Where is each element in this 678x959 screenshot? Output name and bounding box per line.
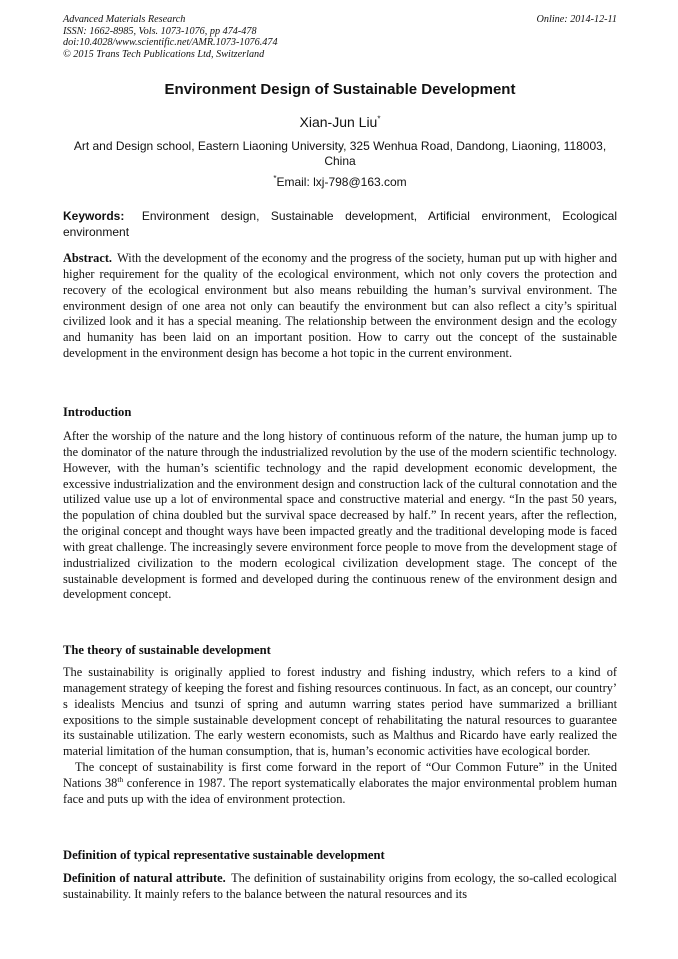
theory-heading: The theory of sustainable development bbox=[63, 643, 271, 657]
theory-paragraph-2 bbox=[63, 760, 617, 808]
abstract-text: With the development of the economy and the progress of the society, human put up with higher and higher requirement for the quality of the ecological environment, which not only covers the protection and recovery of the ecological environment but also means rebuilding the human’s survival environment. The environment design of one area not only can beautify the environment but can also reflect a city’s spiritual civilized look and it has a special meaning. The relationship between the environment design and the ecology and humanity has been laid on an important position. How to carry out the concept of the sustainable development in the environment design has become a hot topic in the current environment. bbox=[63, 251, 617, 361]
affiliation: Art and Design school, Eastern Liaoning University, 325 Wenhua Road, Dandong, Liaoning, 118003, China bbox=[73, 139, 607, 168]
keywords bbox=[63, 209, 617, 240]
email bbox=[63, 175, 617, 189]
email-mark: * bbox=[273, 174, 277, 183]
theory-paragraph-1: The sustainability is originally applied to forest industry and fishing industry, which refers to a kind of management strategy of keeping the forest and fishing resources continuous. In fact, as an concept, our country’ s idealists Mencius and tsunzi of spring and autumn warring states period have summarized a brilliant expositions to the simple sustainable development concept of rehabilitating the natural resources to guarantee its sustainable utilization. The early western economists, such as Malthus and Ricardo have early realized the material limitation of the human consumption, that is, human’s economic activities have ecological border. bbox=[63, 665, 617, 759]
paper-title: Environment Design of Sustainable Development bbox=[164, 81, 516, 98]
journal-header bbox=[63, 14, 617, 60]
introduction-heading: Introduction bbox=[63, 405, 132, 419]
keywords-text: Environment design, Sustainable development, Artificial environment, Ecological environment bbox=[63, 209, 618, 239]
keywords-label: Keywords: bbox=[63, 209, 125, 223]
online-date: Online: 2014-12-11 bbox=[536, 14, 617, 25]
introduction-text bbox=[63, 429, 617, 603]
author-name: Xian-Jun Liu bbox=[299, 114, 378, 130]
issn-line: ISSN: 1662-8985, Vols. 1073-1076, pp 474-478 bbox=[63, 25, 257, 37]
theory-text bbox=[63, 665, 617, 808]
theory-p2-b: conference in 1987. The report systematically elaborates the major environmental problem human face and puts up with the idea of environment protection. bbox=[63, 775, 617, 806]
abstract bbox=[63, 251, 617, 362]
theory-p2-a: The concept of sustainability is first come forward in the report of “Our Common Future” in the United Nations 38 bbox=[63, 760, 617, 790]
email-text: Email: lxj-798@163.com bbox=[276, 175, 407, 189]
author-mark: * bbox=[377, 114, 381, 124]
definition-paragraph: The definition of sustainability origins from ecology, the so-called ecological sustainability. It mainly refers to the balance between the natural resources and its bbox=[63, 871, 617, 901]
copyright-line: © 2015 Trans Tech Publications Ltd, Switzerland bbox=[63, 48, 265, 60]
author bbox=[63, 114, 617, 130]
doi-line: doi:10.4028/www.scientific.net/AMR.1073-1076.474 bbox=[63, 37, 278, 48]
definition-heading: Definition of typical representative sustainable development bbox=[63, 848, 385, 862]
definition-text bbox=[63, 871, 617, 903]
journal-name: Advanced Materials Research bbox=[63, 14, 186, 25]
abstract-label: Abstract. bbox=[63, 251, 113, 265]
definition-lead: Definition of natural attribute. bbox=[63, 871, 226, 885]
introduction-paragraph: After the worship of the nature and the long history of continuous reform of the nature, the human jump up to the dominator of the nature through the industrialized revolution by the use of the modern scientific technology. However, with the human’s scientific technology and the rapid development economic development, the excessive industrialization and the environment design and construction lack of the cultural connotation and the utilized value use up a lot of environmental space and constructive material and energy. “In the past 50 years, the population of china doubled but the survival space decreased by half.” In recent years, after the reflection, the original concept and thought ways have been impacted greatly and the traditional developing mode is faced with great challenge. The increasingly severe environment force people to move from the development stage of industrialized civilization to the modern ecological civilization development stage. The concept of the sustainable development is formed and developed during the continuous renew of the environment design and development concept. bbox=[63, 429, 617, 602]
theory-p2-sup: th bbox=[117, 774, 124, 784]
